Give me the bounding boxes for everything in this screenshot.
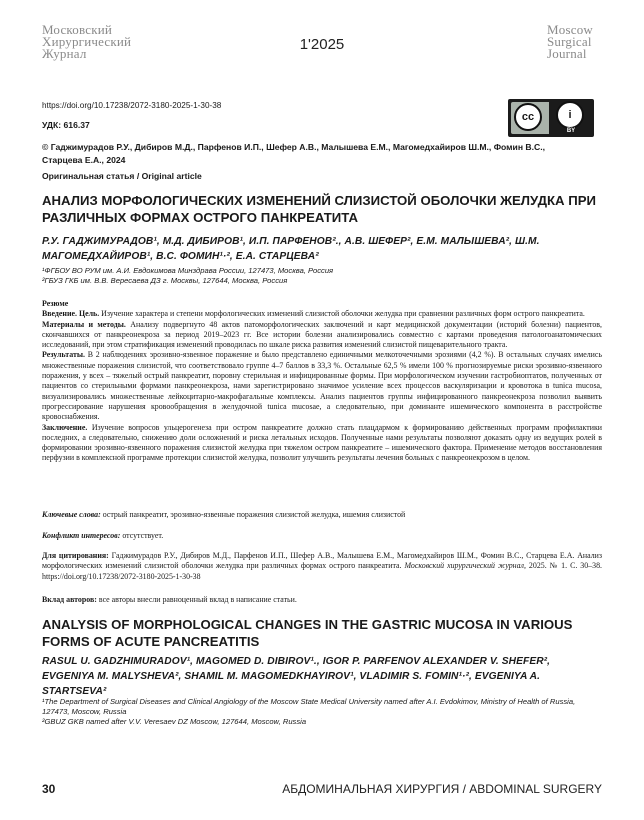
doi-link[interactable]: https://doi.org/10.17238/2072-3180-2025-1-30-38 (42, 101, 222, 110)
section-text: Изучение вопросов ульцерогенеза при остром панкреатите должно стать плацдармом к формированию действенных программ профилактики последних, а следовательно, снижению доли осложнений и риска летальных исходов. Полученные нами результаты позволяют доказать одну из ведущих ролей в формировании эрозивно-язвенного поражения слизистой желудка при тяжелом остром панкреатите – ишемического фактора. Применение методов восстановления перфузии в комплексной программе протекции слизистой желудка, позволит улучшить результаты лечения больных с панкреонекрозом в целом. (42, 422, 603, 463)
abstract-methods (42, 320, 602, 351)
section-label: Введение. Цель. (42, 309, 100, 319)
abstract-results (42, 350, 602, 422)
article-type: Оригинальная статья / Original article (42, 171, 202, 181)
section-text: В 2 наблюдениях эрозивно-язвенное поражение и было представлено единичными мелкоточечными эрозиями (4,2 %). В остальных случаях имелись множественные поражения слизистой, что соответствовало группе 4–7 баллов в 33,3 %. Остальные 62,5 % имели 100 % прогнозируемые риски эрозивно-язвенного поражения, у всех – тяжелый острый панкреатит, поровну стерильная и инфицированные формы. При морфологическом изучении гастробиоптатов, полученных от пациентов со стерильными формами панкреонекроза, нами зарегистрировано значимое усиление всех процессов васкуляризации и кровотока в tunica mucosa, визуализировались множественные лейкоцитарно-макрофагальные комплексы. Анализ пациентов группы инфицированного панкреонекроза позволил выявить прогрессирование нарушения кровообращения в желудочной tunica mucosae, а следовательно, при доминанте ишемического компонента в расстройстве кровоснабжения. (42, 350, 602, 422)
footer-journal-title: АБДОМИНАЛЬНАЯ ХИРУРГИЯ / ABDOMINAL SURGERY (282, 782, 602, 796)
cc-icon: cc (514, 103, 542, 131)
citation-journal: Московский хирургический журнал, (404, 561, 526, 571)
logo-line: Moscow (547, 22, 593, 37)
section-label: Заключение. (42, 422, 88, 432)
citation-tail: 2025. № 1. С. 30–38. https://doi.org/10.17238/2072-3180-2025-1-30-38 (42, 561, 602, 581)
affiliation-line: ¹The Department of Surgical Diseases and Clinical Angiology of the Moscow State Medical University named after A.I. Evdokimov, Ministry of Health of Russia, 127473, Moscow, Russia (42, 697, 576, 717)
conflict-label: Конфликт интересов: (42, 531, 121, 540)
issue-number: 1'2025 (299, 36, 345, 53)
page-number: 30 (42, 782, 56, 796)
citation (42, 551, 602, 582)
affiliations-ru (42, 266, 602, 286)
article-title-en: ANALYSIS OF MORPHOLOGICAL CHANGES IN THE GASTRIC MUCOSA IN VARIOUS FORMS OF ACUTE PANCREATITIS (42, 617, 573, 649)
by-label: BY (566, 128, 576, 134)
conflict-of-interest (42, 531, 602, 541)
authors-ru: Р.У. ГАДЖИМУРАДОВ¹, М.Д. ДИБИРОВ¹, И.П. ПАРФЕНОВ²., А.В. ШЕФЕР², Е.М. МАЛЫШЕВА², Ш.М. МАГОМЕДХАЙИРОВ¹, В.С. ФОМИН¹·², Е.А. СТАРЦЕВА² (42, 236, 540, 262)
section-text: Анализу подвергнуто 48 актов патоморфологических заключений и карт медицинской документации (историй болезни) пациентов, скончавшихся от панкреонекроза за период 2019–2023 гг. Все истории болезни анализировались совместно с картами проведения патологоанатомических исследований, при этом стратификация изменений проводилась по шкале риска развития изменений слизистой пищеварительного тракта. (42, 319, 602, 350)
section-label: Результаты. (42, 350, 85, 360)
logo-line: Surgical (547, 34, 592, 49)
section-text: Изучение характера и степени морфологических изменений слизистой оболочки желудка при сравнении различных форм острого панкреатита. (101, 309, 585, 319)
contribution-label: Вклад авторов: (42, 595, 97, 604)
keywords-text: острый панкреатит, эрозивно-язвенные поражения слизистой желудка, ишемия слизистой (102, 510, 406, 519)
authors-en: RASUL U. GADZHIMURADOV¹, MAGOMED D. DIBIROV¹., IGOR P. PARFENOV ALEXANDER V. SHEFER², EVGENIYA M. MALYSHEVA², SHAMIL M. MAGOMEDKHAYIROV¹, VLADIMIR S. FOMIN¹·², EVGENIYA A. STARTSEVA² (42, 656, 551, 697)
udc-code: УДК: 616.37 (42, 120, 90, 130)
abstract-ru (42, 299, 602, 464)
copyright-line: © Гаджимурадов Р.У., Дибиров М.Д., Парфенов И.П., Шефер А.В., Малышева Е.М., Магомедхайиров Ш.М., Фомин В.С., Старцева Е.А., 2024 (42, 142, 545, 165)
logo-line: Журнал (42, 46, 87, 61)
keywords-label: Ключевые слова: (42, 510, 101, 519)
abstract-conclusion (42, 423, 602, 464)
affiliations-en (42, 697, 602, 728)
affiliation-line: ²GBUZ GKB named after V.V. Veresaev DZ Moscow, 127644, Moscow, Russia (42, 717, 307, 727)
conflict-text: отсутствует. (122, 531, 164, 540)
logo-line: Московский (42, 22, 113, 37)
contribution-text: все авторы внесли равноценный вклад в написание статьи. (98, 595, 297, 604)
cc-by-license-badge[interactable] (508, 99, 594, 137)
article-title-ru: АНАЛИЗ МОРФОЛОГИЧЕСКИХ ИЗМЕНЕНИЙ СЛИЗИСТОЙ ОБОЛОЧКИ ЖЕЛУДКА ПРИ РАЗЛИЧНЫХ ФОРМАХ ОСТРОГО ПАНКРЕАТИТА (42, 193, 596, 225)
affiliation-line: ¹ФГБОУ ВО РУМ им. А.И. Евдокимова Минздрава России, 127473, Москва, Россия (42, 266, 334, 275)
citation-label: Для цитирования: (42, 551, 109, 560)
citation-text: Гаджимурадов Р.У., Дибиров М.Д., Парфенов И.П., Шефер А.В., Малышева Е.М., Магомедхайиров Ш.М., Фомин В.С., Старцева Е.А. Анализ морфологических изменений слизистой оболочки желудка при различных формах острого панкреатита. (42, 551, 602, 571)
journal-logo-en (547, 24, 593, 60)
logo-line: Хирургический (42, 34, 132, 49)
section-label: Материалы и методы. (42, 319, 126, 329)
logo-line: Journal (547, 46, 587, 61)
abstract-introduction (42, 309, 602, 319)
attribution-icon: i (556, 101, 584, 129)
abstract-heading: Резюме (42, 299, 69, 308)
author-contribution (42, 595, 602, 605)
keywords (42, 510, 602, 520)
affiliation-line: ²ГБУЗ ГКБ им. В.В. Вересаева ДЗ г. Москвы, 127644, Москва, Россия (42, 276, 288, 286)
